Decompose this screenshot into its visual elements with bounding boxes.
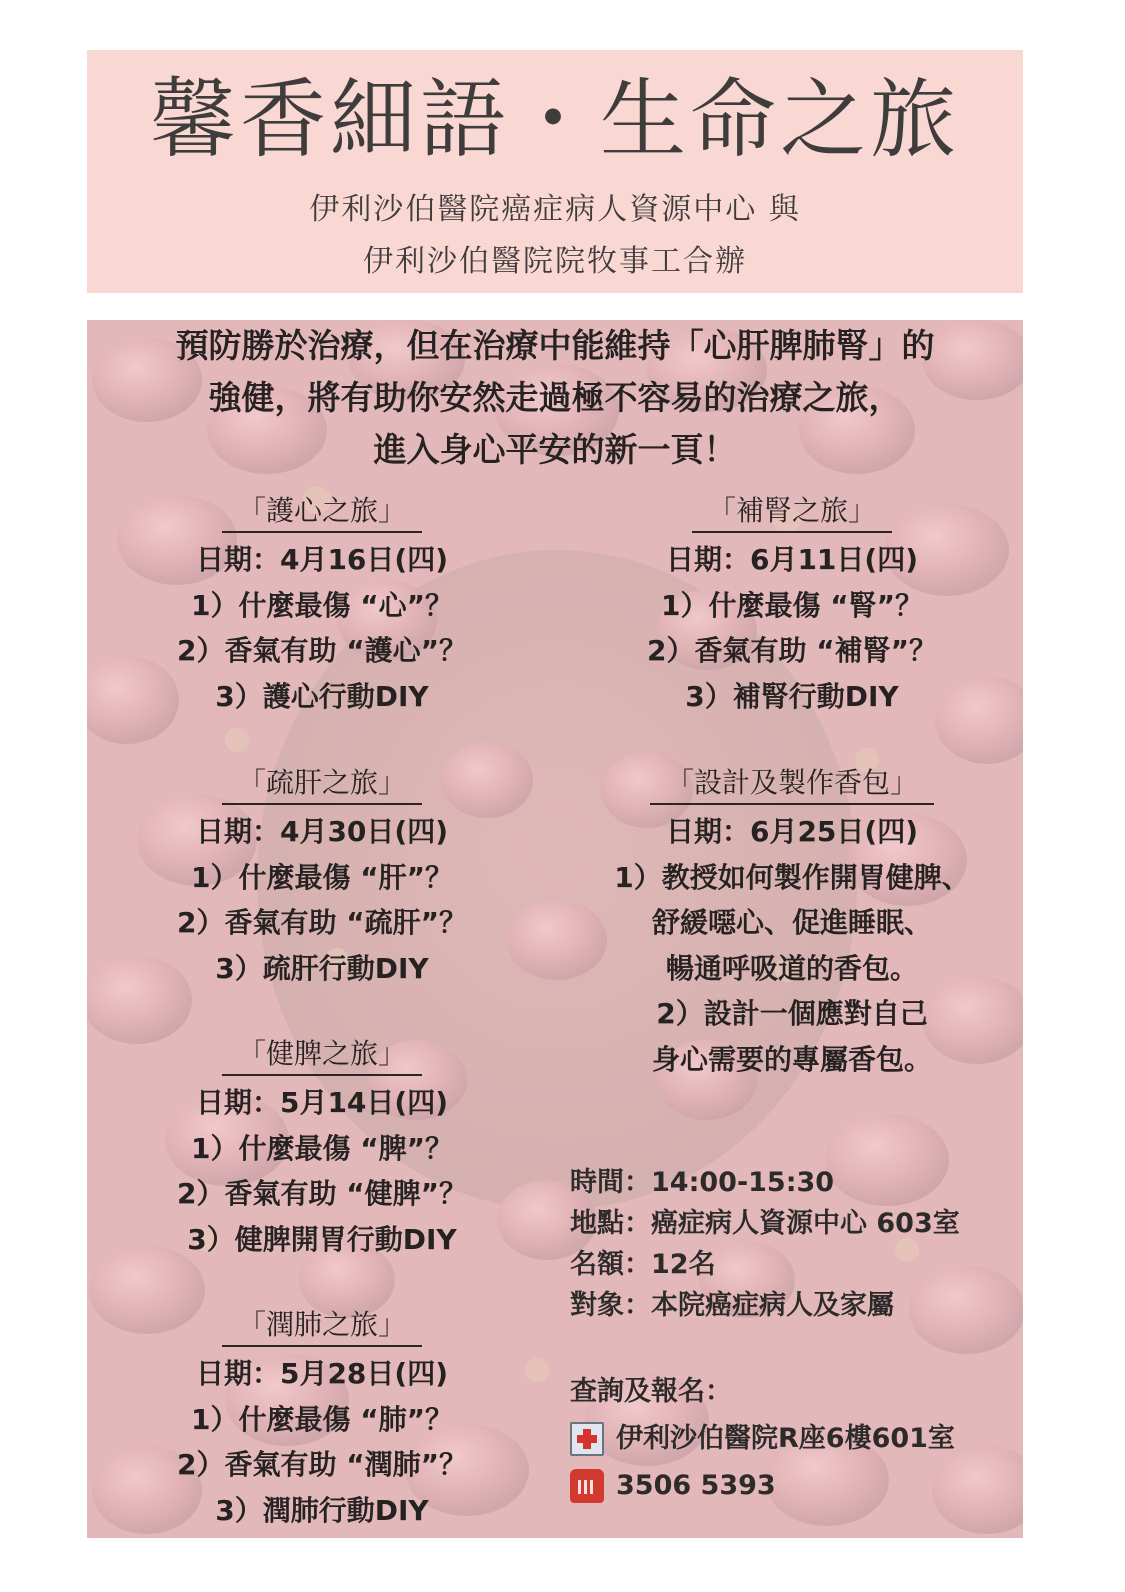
session-item: 暢通呼吸道的香包。 <box>665 951 918 985</box>
session-item: 3）疏肝行動DIY <box>215 951 429 985</box>
session-liver <box>112 760 532 991</box>
session-item: 舒緩噁心、促進睡眠、 <box>651 906 932 939</box>
session-item: 2）香氣有助 “補腎”？ <box>646 634 938 667</box>
session-item: 身心需要的專屬香包。 <box>651 1042 932 1076</box>
session-item: 3）護心行動DIY <box>215 679 429 713</box>
contact-phone-row <box>570 1462 1020 1509</box>
hospital-icon <box>570 1422 604 1456</box>
session-item: 2）設計一個應對自己 <box>656 997 928 1030</box>
intro-line-3: 進入身心平安的新一頁！ <box>373 430 737 469</box>
session-item: 1）什麼最傷 “心”？ <box>190 588 454 622</box>
session-item: 2）香氣有助 “潤肺”？ <box>176 1448 468 1481</box>
rose-background-panel <box>87 320 1023 1538</box>
telephone-icon <box>570 1469 604 1503</box>
session-item: 1）什麼最傷 “腎”？ <box>660 588 924 622</box>
session-item: 2）香氣有助 “疏肝”？ <box>176 906 468 939</box>
event-quota: 名額：12名 <box>570 1249 716 1280</box>
session-date: 日期：6月11日(四) <box>665 543 919 576</box>
intro-line-1: 預防勝於治療，但在治療中能維持「心肝脾肺腎」的 <box>175 326 935 365</box>
session-sachet <box>582 760 1002 1082</box>
organizer-line-1: 伊利沙伯醫院癌症病人資源中心 與 <box>309 192 801 227</box>
session-item: 2）香氣有助 “護心”？ <box>176 634 468 667</box>
session-title: 「潤肺之旅」 <box>222 1305 422 1347</box>
session-date: 日期：6月25日(四) <box>665 815 919 848</box>
session-title: 「護心之旅」 <box>222 491 422 533</box>
session-item: 1）什麼最傷 “肝”？ <box>190 860 454 894</box>
contact-location-row <box>570 1415 1020 1462</box>
contact-heading: 查詢及報名： <box>570 1376 732 1407</box>
session-date: 日期：4月30日(四) <box>195 815 449 848</box>
event-place: 地點：癌症病人資源中心 603室 <box>570 1208 960 1239</box>
organizer-line-2: 伊利沙伯醫院院牧事工合辦 <box>363 244 747 279</box>
session-date: 日期：5月28日(四) <box>195 1357 449 1390</box>
session-item: 3）潤肺行動DIY <box>215 1493 429 1527</box>
session-date: 日期：4月16日(四) <box>195 543 449 576</box>
session-item: 1）什麼最傷 “肺”？ <box>190 1402 454 1436</box>
intro-line-2: 強健，將有助你安然走過極不容易的治療之旅， <box>208 378 902 417</box>
session-kidney <box>582 488 1002 719</box>
session-item: 1）什麼最傷 “脾”？ <box>190 1131 454 1165</box>
contact-location: 伊利沙伯醫院R座6樓601室 <box>616 1423 955 1454</box>
session-title: 「健脾之旅」 <box>222 1034 422 1076</box>
header-banner <box>87 50 1023 293</box>
session-item: 1）教授如何製作開胃健脾、 <box>614 860 970 894</box>
session-heart <box>112 488 532 719</box>
event-info <box>570 1162 1020 1326</box>
event-target: 對象：本院癌症病人及家屬 <box>570 1290 894 1321</box>
contact-phone: 3506 5393 <box>616 1470 776 1501</box>
session-lung <box>112 1302 532 1533</box>
session-item: 2）香氣有助 “健脾”？ <box>176 1177 468 1210</box>
session-date: 日期：5月14日(四) <box>195 1086 449 1119</box>
session-item: 3）補腎行動DIY <box>685 679 899 713</box>
intro-text <box>87 320 1023 476</box>
poster-title: 馨香細語・生命之旅 <box>150 70 960 170</box>
event-time: 時間：14:00-15:30 <box>570 1167 835 1198</box>
session-title: 「設計及製作香包」 <box>650 763 934 805</box>
contact-info <box>570 1368 1020 1509</box>
session-title: 「補腎之旅」 <box>692 491 892 533</box>
session-spleen <box>112 1031 532 1262</box>
session-title: 「疏肝之旅」 <box>222 763 422 805</box>
session-item: 3）健脾開胃行動DIY <box>187 1222 457 1256</box>
